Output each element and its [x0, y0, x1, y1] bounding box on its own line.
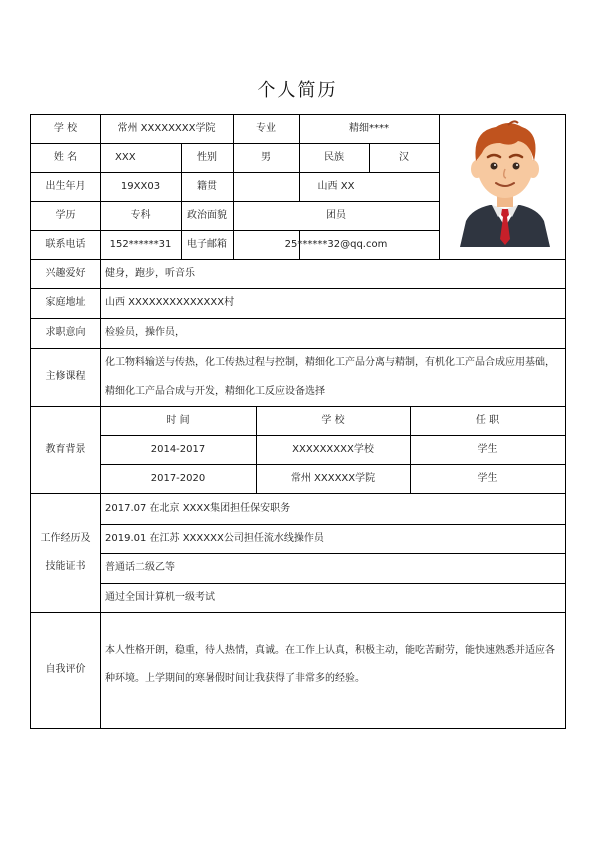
- name-value: XXX: [115, 151, 136, 163]
- edu-row-2-time: 2017-2020: [150, 472, 206, 484]
- school-value: 常州 XXXXXXXX学院: [117, 123, 216, 134]
- work-label-line-2: 技能证书: [45, 560, 86, 572]
- work-item-1: 2017.07 在北京 XXXX集团担任保安职务: [105, 502, 291, 514]
- self-eval-text: 本人性格开朗，稳重，待人热情，真诚。在工作上认真，积极主动，能吃苦耐劳，能快速熟悉并适应各种环境。上学期间的寒暑假时间让我获得了非常多的经验。: [105, 645, 555, 684]
- phone-value: 152******31: [109, 238, 172, 250]
- edu-header-time: 时 间: [166, 414, 190, 426]
- edu-row-2-school: 常州 XXXXXX学院: [290, 472, 376, 484]
- work-label-line-1: 工作经历及: [40, 532, 91, 544]
- profile-photo: [452, 117, 558, 247]
- hobbies-value: 健身，跑步，听音乐: [105, 267, 195, 279]
- birth-value: 19XX03: [120, 180, 161, 192]
- school-label: 学 校: [53, 123, 78, 134]
- courses-line-2: 精细化工产品合成与开发，精细化工反应设备选择: [105, 385, 325, 397]
- page-title: 个人简历: [257, 80, 338, 101]
- education-value: 专科: [130, 209, 151, 221]
- cert-item-1: 普通话二级乙等: [105, 562, 175, 573]
- edu-row-1-role: 学生: [477, 443, 498, 455]
- politics-value: 团员: [326, 209, 346, 221]
- edu-row-2-role: 学生: [477, 472, 498, 484]
- gender-value: 男: [261, 151, 271, 163]
- edu-background-label: 教育背景: [45, 443, 86, 455]
- email-value: 25******32@qq.com: [284, 238, 388, 250]
- education-label: 学历: [55, 209, 76, 221]
- native-place-label: 籍贯: [197, 180, 217, 192]
- cartoon-avatar-man-suit-icon: [452, 117, 558, 247]
- major-label: 专业: [256, 123, 276, 134]
- edu-header-school: 学 校: [321, 414, 345, 426]
- gender-label: 性别: [197, 151, 217, 163]
- edu-row-1-school: XXXXXXXXX学校: [292, 443, 374, 455]
- job-intent-value: 检验员，操作员，: [105, 327, 185, 338]
- work-item-2: 2019.01 在江苏 XXXXXX公司担任流水线操作员: [105, 532, 324, 544]
- self-eval-label: 自我评价: [45, 664, 86, 675]
- hobbies-label: 兴趣爱好: [45, 267, 86, 279]
- edu-row-1-time: 2014-2017: [150, 443, 206, 455]
- courses-label: 主修课程: [45, 371, 86, 382]
- email-label: 电子邮箱: [187, 238, 227, 250]
- major-value: 精细****: [349, 123, 389, 134]
- ethnicity-label: 民族: [324, 151, 344, 163]
- native-place-value: 山西 XX: [317, 180, 355, 192]
- work-skills-label: [31, 493, 100, 612]
- courses-line-1: 化工物料输送与传热，化工传热过程与控制，精细化工产品分离与精制，有机化工产品合成应用基础，: [105, 356, 555, 368]
- edu-header-role: 任 职: [475, 414, 500, 426]
- ethnicity-value: 汉: [399, 151, 409, 163]
- address-value: 山西 XXXXXXXXXXXXXX村: [105, 297, 235, 308]
- politics-label: 政治面貌: [187, 209, 227, 221]
- address-label: 家庭地址: [45, 297, 86, 308]
- resume-table: [30, 114, 566, 729]
- cert-item-2: 通过全国计算机一级考试: [105, 591, 215, 603]
- phone-label: 联系电话: [45, 238, 86, 250]
- job-intent-label: 求职意向: [45, 327, 86, 338]
- name-label: 姓 名: [53, 151, 78, 163]
- birth-label: 出生年月: [45, 180, 86, 192]
